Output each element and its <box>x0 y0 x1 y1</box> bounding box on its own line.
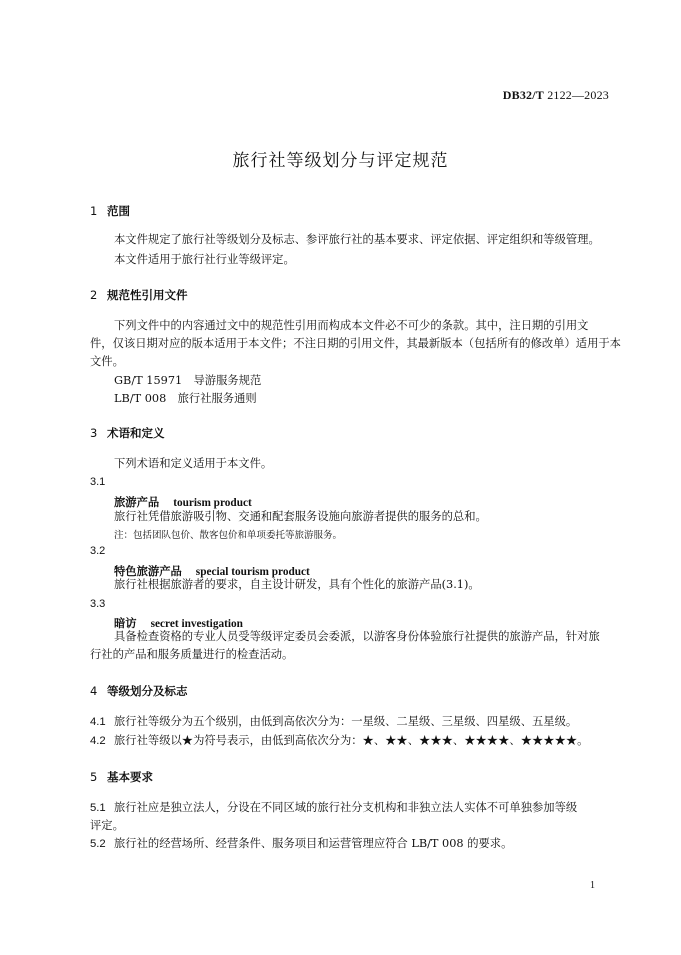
clause-number: 4.2 <box>90 735 106 747</box>
clause-text: 旅行社的经营场所、经营条件、服务项目和运营管理应符合 LB/T 008 的要求。 <box>114 837 513 850</box>
clause <box>90 798 577 818</box>
term-definition: 具备检查资格的专业人员受等级评定委员会委派，以游客身份体验旅行社提供的旅游产品，针对旅 <box>114 630 600 643</box>
section-2-heading <box>90 287 188 303</box>
document-title: 旅行社等级划分与评定规范 <box>232 151 449 171</box>
paragraph: 文件。 <box>90 355 124 368</box>
section-number: 1 <box>90 204 98 218</box>
term-number: 3.2 <box>90 545 106 557</box>
term-definition: 旅行社根据旅游者的要求，自主设计研发，具有个性化的旅游产品(3.1)。 <box>114 578 480 591</box>
term-note: 注：包括团队包价、散客包价和单项委托等旅游服务。 <box>114 530 343 541</box>
reference-item: LB/T 008 旅行社服务通则 <box>114 392 257 405</box>
term-english: special tourism product <box>195 566 310 578</box>
paragraph: 件，仅该日期对应的版本适用于本文件；不注日期的引用文件，其最新版本（包括所有的修改单）适用于本 <box>90 337 621 350</box>
term-number: 3.3 <box>90 598 106 610</box>
clause-number: 5.2 <box>90 838 106 850</box>
section-1-heading <box>90 203 130 219</box>
term-english: secret investigation <box>150 618 243 630</box>
clause <box>90 834 512 854</box>
paragraph: 本文件适用于旅行社行业等级评定。 <box>114 253 295 266</box>
term-definition: 旅行社凭借旅游吸引物、交通和配套服务设施向旅游者提供的服务的总和。 <box>114 510 487 523</box>
reference-item: GB/T 15971 导游服务规范 <box>114 374 262 387</box>
paragraph: 下列文件中的内容通过文中的规范性引用而构成本文件必不可少的条款。其中，注日期的引用文 <box>114 319 589 332</box>
term-english: tourism product <box>173 497 252 509</box>
paragraph: 下列术语和定义适用于本文件。 <box>114 457 273 470</box>
section-4-heading <box>90 683 188 699</box>
clause-number: 4.1 <box>90 716 106 728</box>
clause-text: 旅行社应是独立法人，分设在不同区域的旅行社分支机构和非独立法人实体不可单独参加等级 <box>114 801 578 814</box>
term-chinese: 特色旅游产品 <box>114 565 182 578</box>
clause-continuation: 评定。 <box>90 819 124 832</box>
section-title: 基本要求 <box>107 770 153 784</box>
clause-text: 旅行社等级分为五个级别，由低到高依次分为：一星级、二星级、三星级、四星级、五星级。 <box>114 715 578 728</box>
section-number: 5 <box>90 770 98 784</box>
term-number: 3.1 <box>90 476 106 488</box>
clause-number: 5.1 <box>90 802 106 814</box>
section-title: 术语和定义 <box>107 426 165 440</box>
section-number: 3 <box>90 426 98 440</box>
paragraph: 本文件规定了旅行社等级划分及标志、参评旅行社的基本要求、评定依据、评定组织和等级管理。 <box>114 233 600 246</box>
clause <box>90 712 577 732</box>
section-title: 等级划分及标志 <box>107 684 188 698</box>
doc-number-value: 2122—2023 <box>547 88 609 102</box>
section-title: 规范性引用文件 <box>107 288 188 302</box>
section-number: 4 <box>90 684 98 698</box>
clause-text: 旅行社等级以★为符号表示，由低到高依次分为：★、★★、★★★、★★★★、★★★★★。 <box>114 734 589 747</box>
section-number: 2 <box>90 288 98 302</box>
doc-prefix: DB32/T <box>502 88 544 102</box>
term-chinese: 暗访 <box>114 617 137 630</box>
term-definition: 行社的产品和服务质量进行的检查活动。 <box>90 648 294 661</box>
section-title: 范围 <box>107 204 130 218</box>
clause <box>90 731 588 751</box>
term-chinese: 旅游产品 <box>114 496 160 509</box>
page-number: 1 <box>590 880 595 891</box>
section-3-heading <box>90 425 165 441</box>
section-5-heading <box>90 769 153 785</box>
document-number <box>503 88 609 103</box>
